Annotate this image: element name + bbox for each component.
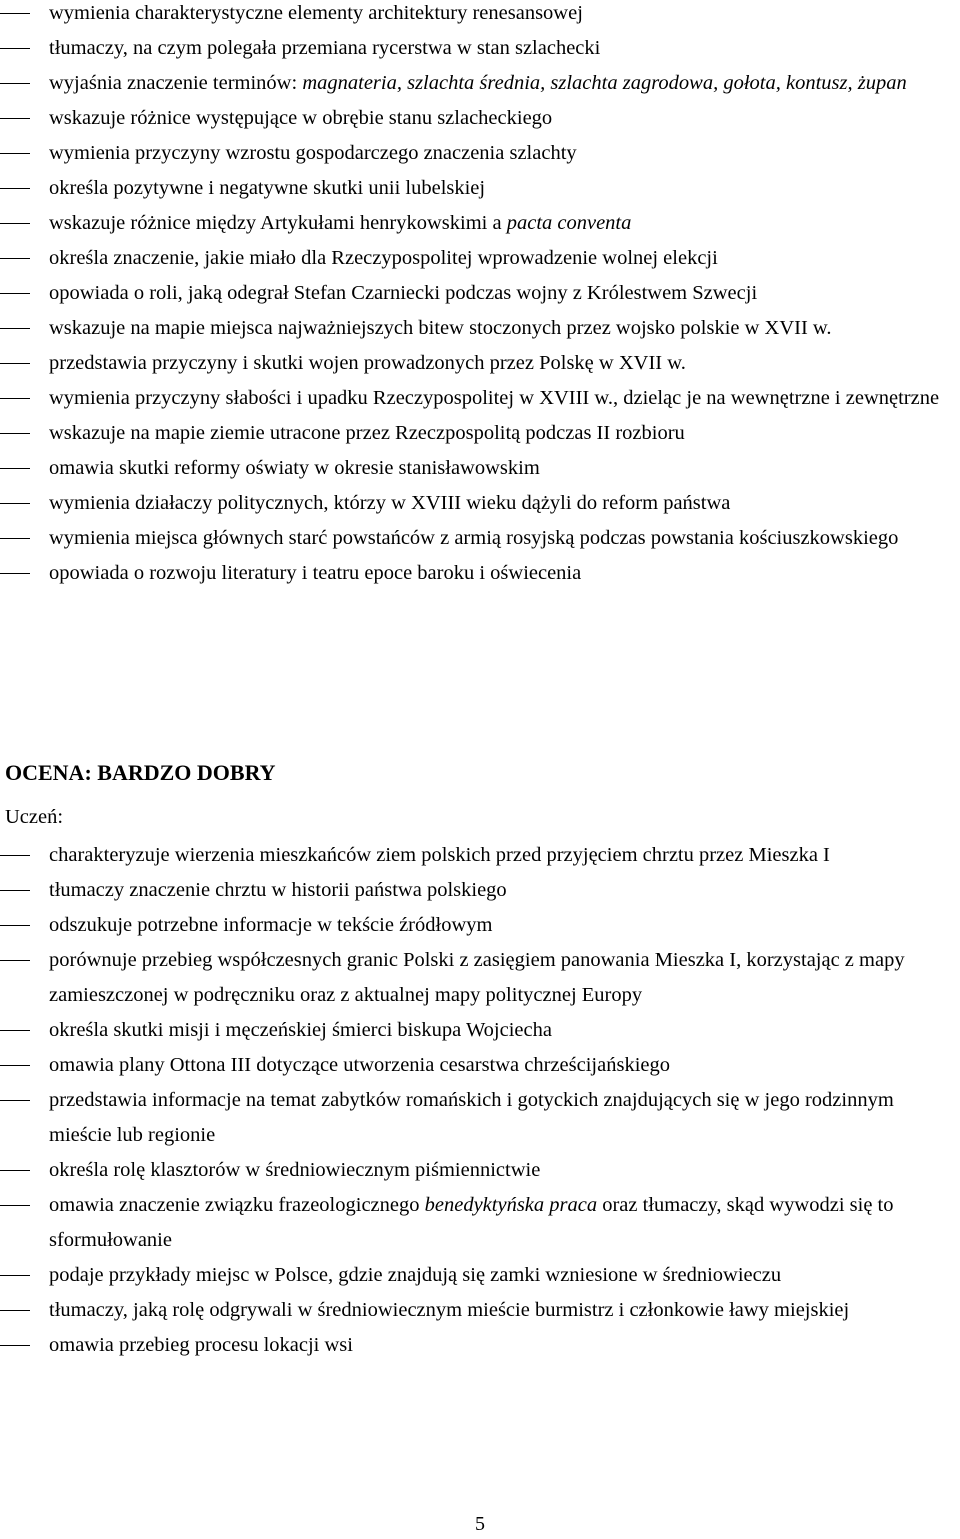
- list-item-text: omawia plany Ottona III dotyczące utworzenia cesarstwa chrześcijańskiego: [49, 1054, 670, 1076]
- dash-bullet-icon: [0, 1030, 30, 1031]
- dash-bullet-icon: [0, 223, 30, 224]
- dash-bullet-icon: [0, 153, 30, 154]
- list-item: [0, 1293, 960, 1328]
- list-item-text: wyjaśnia znaczenie terminów:: [49, 72, 303, 94]
- dash-bullet-icon: [0, 960, 30, 961]
- list-item: [0, 1153, 960, 1188]
- list-item-term: pacta conventa: [506, 212, 632, 234]
- list-item: [0, 101, 960, 136]
- list-item: [0, 171, 960, 206]
- page-number: 5: [475, 1513, 485, 1535]
- dash-bullet-icon: [0, 855, 30, 856]
- list-item-text: podaje przykłady miejsc w Polsce, gdzie znajdują się zamki wzniesione w średniowieczu: [49, 1264, 782, 1286]
- dash-bullet-icon: [0, 13, 30, 14]
- dash-bullet-icon: [0, 890, 30, 891]
- list-item-text: określa rolę klasztorów w średniowiecznym piśmiennictwie: [49, 1159, 541, 1181]
- list-item: [0, 486, 960, 521]
- list-item-text: określa znaczenie, jakie miało dla Rzeczypospolitej wprowadzenie wolnej elekcji: [49, 247, 718, 269]
- list-item: [0, 556, 960, 591]
- list-item: [0, 136, 960, 171]
- list-item-text: opowiada o roli, jaką odegrał Stefan Czarniecki podczas wojny z Królestwem Szwecji: [49, 282, 758, 304]
- list-item-text: tłumaczy, na czym polegała przemiana rycerstwa w stan szlachecki: [49, 37, 601, 59]
- list-item: [0, 206, 960, 241]
- list-item: [0, 1188, 960, 1258]
- dash-bullet-icon: [0, 1100, 30, 1101]
- list-item-text: omawia przebieg procesu lokacji wsi: [49, 1334, 353, 1356]
- criteria-list-very-good: [0, 838, 960, 1363]
- grade-heading: OCENA: BARDZO DOBRY: [5, 760, 276, 785]
- dash-bullet-icon: [0, 83, 30, 84]
- list-item: [0, 1048, 960, 1083]
- dash-bullet-icon: [0, 398, 30, 399]
- list-item: [0, 346, 960, 381]
- dash-bullet-icon: [0, 1345, 30, 1346]
- list-item-text: wskazuje na mapie ziemie utracone przez Rzeczpospolitą podczas II rozbioru: [49, 422, 685, 444]
- list-item-text: wymienia przyczyny słabości i upadku Rzeczypospolitej w XVIII w., dzieląc je na wewnętrzne i zewnętrzne: [49, 387, 940, 409]
- list-item: [0, 311, 960, 346]
- list-item: [0, 873, 960, 908]
- dash-bullet-icon: [0, 48, 30, 49]
- dash-bullet-icon: [0, 503, 30, 504]
- list-item-text: wskazuje na mapie miejsca najważniejszych bitew stoczonych przez wojsko polskie w XVII w.: [49, 317, 832, 339]
- student-label: Uczeń:: [5, 806, 64, 828]
- criteria-list-good: [0, 0, 960, 591]
- dash-bullet-icon: [0, 1170, 30, 1171]
- dash-bullet-icon: [0, 1310, 30, 1311]
- list-item: [0, 31, 960, 66]
- dash-bullet-icon: [0, 118, 30, 119]
- list-item-text: oraz tłumaczy, skąd wywodzi się to sformułowanie: [49, 1194, 894, 1251]
- list-item-text: wymienia przyczyny wzrostu gospodarczego znaczenia szlachty: [49, 142, 577, 164]
- list-item-text: omawia znaczenie związku frazeologicznego: [49, 1194, 425, 1216]
- list-item-text: określa pozytywne i negatywne skutki unii lubelskiej: [49, 177, 486, 199]
- list-item-term: benedyktyńska praca: [424, 1194, 598, 1216]
- list-item: [0, 838, 960, 873]
- dash-bullet-icon: [0, 925, 30, 926]
- list-item: [0, 1258, 960, 1293]
- list-item: [0, 241, 960, 276]
- list-item: [0, 66, 960, 101]
- dash-bullet-icon: [0, 538, 30, 539]
- list-item: [0, 1013, 960, 1048]
- list-item-text: opowiada o rozwoju literatury i teatru epoce baroku i oświecenia: [49, 562, 582, 584]
- list-item: [0, 0, 960, 31]
- dash-bullet-icon: [0, 573, 30, 574]
- list-item-text: omawia skutki reformy oświaty w okresie stanisławowskim: [49, 457, 540, 479]
- list-item-text: wymienia miejsca głównych starć powstańców z armią rosyjską podczas powstania kościuszkowskiego: [49, 527, 899, 549]
- dash-bullet-icon: [0, 433, 30, 434]
- dash-bullet-icon: [0, 363, 30, 364]
- list-item-text: wymienia działaczy politycznych, którzy w XVIII wieku dążyli do reform państwa: [49, 492, 731, 514]
- list-item: [0, 1328, 960, 1363]
- list-item-text: tłumaczy, jaką rolę odgrywali w średniowiecznym mieście burmistrz i członkowie ławy miejskiej: [49, 1299, 850, 1321]
- list-item-term: magnateria, szlachta średnia, szlachta zagrodowa, gołota, kontusz, żupan: [302, 72, 907, 94]
- list-item: [0, 908, 960, 943]
- list-item-text: wskazuje różnice występujące w obrębie stanu szlacheckiego: [49, 107, 553, 129]
- dash-bullet-icon: [0, 1065, 30, 1066]
- list-item-text: określa skutki misji i męczeńskiej śmierci biskupa Wojciecha: [49, 1019, 552, 1041]
- list-item-text: przedstawia informacje na temat zabytków romańskich i gotyckich znajdujących się w jego rodzinnym mieście lub regionie: [49, 1089, 894, 1146]
- list-item-text: porównuje przebieg współczesnych granic Polski z zasięgiem panowania Mieszka I, korzystając z mapy zamieszczonej w podręczniku oraz z aktualnej mapy politycznej Europy: [49, 949, 905, 1006]
- list-item: [0, 1083, 960, 1153]
- list-item-text: wymienia charakterystyczne elementy architektury renesansowej: [49, 2, 583, 24]
- dash-bullet-icon: [0, 188, 30, 189]
- dash-bullet-icon: [0, 1205, 30, 1206]
- list-item: [0, 943, 960, 1013]
- list-item-text: odszukuje potrzebne informacje w tekście źródłowym: [49, 914, 493, 936]
- list-item: [0, 451, 960, 486]
- list-item-text: tłumaczy znaczenie chrztu w historii państwa polskiego: [49, 879, 507, 901]
- list-item-text: wskazuje różnice między Artykułami henrykowskimi a: [49, 212, 507, 234]
- list-item: [0, 276, 960, 311]
- dash-bullet-icon: [0, 1275, 30, 1276]
- list-item-text: przedstawia przyczyny i skutki wojen prowadzonych przez Polskę w XVII w.: [49, 352, 686, 374]
- dash-bullet-icon: [0, 293, 30, 294]
- list-item: [0, 521, 960, 556]
- list-item-text: charakteryzuje wierzenia mieszkańców ziem polskich przed przyjęciem chrztu przez Mieszka I: [49, 844, 830, 866]
- dash-bullet-icon: [0, 258, 30, 259]
- list-item: [0, 416, 960, 451]
- list-item: [0, 381, 960, 416]
- dash-bullet-icon: [0, 328, 30, 329]
- dash-bullet-icon: [0, 468, 30, 469]
